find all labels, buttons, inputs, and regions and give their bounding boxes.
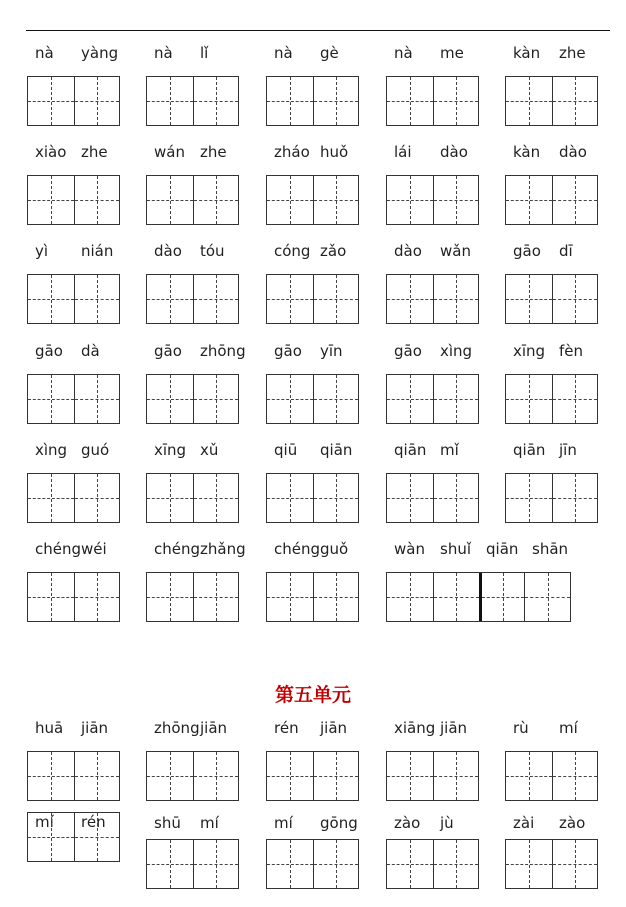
writing-cell[interactable]: [74, 573, 120, 621]
pinyin-label: [386, 718, 478, 738]
pinyin-syllable: dào: [559, 143, 587, 161]
pinyin-syllable: wǎn: [440, 242, 471, 260]
pinyin-syllable: nà: [394, 44, 413, 62]
pinyin-label: [27, 539, 119, 559]
tianzige-grid[interactable]: [386, 374, 479, 424]
writing-cell[interactable]: [267, 275, 313, 323]
pinyin-syllable: kàn: [513, 143, 541, 161]
writing-cell[interactable]: [193, 752, 239, 800]
pinyin-syllable: xīng: [154, 441, 187, 459]
pinyin-syllable: huǒ: [320, 143, 349, 161]
tianzige-grid[interactable]: [27, 374, 120, 424]
tianzige-grid[interactable]: [386, 751, 479, 801]
writing-cell[interactable]: [313, 840, 359, 888]
writing-cell[interactable]: [506, 176, 552, 224]
pinyin-label: [386, 341, 478, 361]
pinyin-syllable: cóng: [274, 242, 311, 260]
tianzige-grid[interactable]: [505, 274, 598, 324]
tianzige-grid[interactable]: [27, 812, 120, 862]
pinyin-syllable: zhe: [200, 143, 227, 161]
pinyin-syllable: rù: [513, 719, 529, 737]
writing-cell[interactable]: [552, 77, 598, 125]
pinyin-syllable: mǐ: [440, 441, 459, 459]
pinyin-label: [27, 341, 119, 361]
pinyin-syllable: xǔ: [200, 441, 219, 459]
tianzige-grid[interactable]: [27, 473, 120, 523]
pinyin-syllable: jiān: [320, 719, 348, 737]
writing-cell[interactable]: [433, 573, 479, 621]
pinyin-label: [266, 718, 358, 738]
pinyin-syllable: lǐ: [200, 44, 209, 62]
tianzige-grid[interactable]: [386, 175, 479, 225]
tianzige-grid[interactable]: [505, 374, 598, 424]
pinyin-syllable: qiān: [320, 441, 353, 459]
pinyin-syllable: dào: [394, 242, 422, 260]
writing-cell[interactable]: [433, 474, 479, 522]
pinyin-syllable: jiān: [200, 719, 228, 737]
tianzige-grid[interactable]: [27, 572, 120, 622]
pinyin-syllable: rén: [274, 719, 299, 737]
pinyin-syllable: zǎo: [320, 242, 347, 260]
pinyin-syllable: jiān: [81, 719, 109, 737]
pinyin-label: [386, 142, 478, 162]
pinyin-label: [386, 241, 478, 261]
writing-cell[interactable]: [28, 375, 74, 423]
pinyin-syllable: shān: [532, 540, 569, 558]
pinyin-syllable: dà: [81, 342, 100, 360]
writing-cell[interactable]: [313, 752, 359, 800]
writing-cell[interactable]: [193, 474, 239, 522]
pinyin-label: [27, 718, 119, 738]
pinyin-syllable: nà: [274, 44, 293, 62]
pinyin-label: [266, 43, 358, 63]
pinyin-label: [505, 718, 597, 738]
pinyin-syllable: yàng: [81, 44, 119, 62]
writing-cell[interactable]: [74, 275, 120, 323]
writing-cell[interactable]: [506, 275, 552, 323]
writing-cell[interactable]: [506, 77, 552, 125]
pinyin-label: [27, 241, 119, 261]
pinyin-syllable: zhōng: [200, 342, 246, 360]
pinyin-label: [266, 341, 358, 361]
pinyin-syllable: tóu: [200, 242, 225, 260]
writing-cell[interactable]: [313, 275, 359, 323]
writing-cell[interactable]: [552, 375, 598, 423]
pinyin-syllable: jù: [440, 814, 454, 832]
writing-cell[interactable]: [74, 375, 120, 423]
pinyin-label: [146, 440, 238, 460]
writing-cell[interactable]: [387, 176, 433, 224]
writing-cell[interactable]: [28, 176, 74, 224]
tianzige-grid[interactable]: [505, 175, 598, 225]
writing-cell[interactable]: [147, 77, 193, 125]
tianzige-grid[interactable]: [27, 751, 120, 801]
writing-cell[interactable]: [479, 573, 525, 621]
pinyin-syllable: shū: [154, 814, 181, 832]
writing-cell[interactable]: [267, 573, 313, 621]
tianzige-grid[interactable]: [266, 374, 359, 424]
writing-cell[interactable]: [74, 176, 120, 224]
pinyin-label: [386, 539, 570, 559]
writing-cell[interactable]: [387, 474, 433, 522]
writing-cell[interactable]: [433, 176, 479, 224]
pinyin-syllable: xìng: [35, 441, 68, 459]
writing-cell[interactable]: [433, 275, 479, 323]
pinyin-syllable: wàn: [394, 540, 425, 558]
pinyin-syllable: yì: [35, 242, 49, 260]
pinyin-syllable: zài: [513, 814, 535, 832]
pinyin-label: [266, 241, 358, 261]
pinyin-label: [266, 440, 358, 460]
pinyin-label: [505, 241, 597, 261]
pinyin-label: [505, 43, 597, 63]
pinyin-syllable: huā: [35, 719, 64, 737]
pinyin-syllable: zhe: [559, 44, 586, 62]
pinyin-label: [386, 43, 478, 63]
writing-cell[interactable]: [28, 752, 74, 800]
tianzige-grid[interactable]: [146, 572, 239, 622]
pinyin-syllable: me: [440, 44, 464, 62]
tianzige-grid[interactable]: [386, 839, 479, 889]
top-rule: [26, 30, 610, 31]
pinyin-label: [505, 341, 597, 361]
pinyin-syllable: qiū: [274, 441, 298, 459]
writing-cell[interactable]: [74, 813, 120, 861]
writing-cell[interactable]: [313, 474, 359, 522]
pinyin-syllable: zháo: [274, 143, 310, 161]
pinyin-syllable: qiān: [394, 441, 427, 459]
pinyin-syllable: chéng: [154, 540, 201, 558]
tianzige-grid[interactable]: [505, 839, 598, 889]
pinyin-syllable: wán: [154, 143, 185, 161]
writing-cell[interactable]: [387, 77, 433, 125]
tianzige-grid[interactable]: [27, 274, 120, 324]
pinyin-syllable: dī: [559, 242, 573, 260]
writing-cell[interactable]: [193, 77, 239, 125]
pinyin-syllable: qiān: [486, 540, 519, 558]
pinyin-syllable: zhǎng: [200, 540, 246, 558]
pinyin-label: [266, 142, 358, 162]
writing-cell[interactable]: [28, 813, 74, 861]
writing-cell[interactable]: [267, 375, 313, 423]
writing-cell[interactable]: [433, 77, 479, 125]
pinyin-syllable: mí: [274, 814, 293, 832]
writing-cell[interactable]: [267, 176, 313, 224]
pinyin-label: [146, 142, 238, 162]
writing-cell[interactable]: [552, 474, 598, 522]
pinyin-syllable: xiāng: [394, 719, 436, 737]
pinyin-label: [146, 539, 246, 559]
pinyin-label: [146, 341, 246, 361]
tianzige-grid[interactable]: [266, 274, 359, 324]
writing-cell[interactable]: [506, 474, 552, 522]
pinyin-syllable: jiān: [440, 719, 468, 737]
writing-cell[interactable]: [552, 752, 598, 800]
writing-cell[interactable]: [506, 840, 552, 888]
pinyin-label: [27, 142, 119, 162]
writing-cell[interactable]: [552, 840, 598, 888]
pinyin-syllable: zhōng: [154, 719, 200, 737]
pinyin-syllable: gāo: [274, 342, 302, 360]
pinyin-syllable: chéng: [274, 540, 321, 558]
pinyin-syllable: qiān: [513, 441, 546, 459]
writing-cell[interactable]: [147, 474, 193, 522]
pinyin-syllable: guó: [81, 441, 110, 459]
pinyin-syllable: wéi: [81, 540, 107, 558]
writing-cell[interactable]: [267, 752, 313, 800]
pinyin-syllable: xīng: [513, 342, 546, 360]
pinyin-syllable: zhe: [81, 143, 108, 161]
tianzige-grid[interactable]: [27, 76, 120, 126]
pinyin-syllable: xìng: [440, 342, 473, 360]
section-title: 第五单元: [274, 684, 351, 706]
writing-cell[interactable]: [313, 77, 359, 125]
pinyin-syllable: gōng: [320, 814, 358, 832]
writing-cell[interactable]: [74, 474, 120, 522]
writing-cell[interactable]: [433, 840, 479, 888]
pinyin-syllable: guǒ: [320, 540, 349, 558]
writing-cell[interactable]: [387, 375, 433, 423]
writing-cell[interactable]: [147, 375, 193, 423]
pinyin-syllable: nà: [154, 44, 173, 62]
writing-cell[interactable]: [147, 752, 193, 800]
pinyin-label: [505, 813, 597, 833]
pinyin-syllable: gāo: [394, 342, 422, 360]
writing-cell[interactable]: [313, 573, 359, 621]
writing-cell[interactable]: [147, 840, 193, 888]
writing-cell[interactable]: [552, 176, 598, 224]
writing-cell[interactable]: [313, 375, 359, 423]
pinyin-label: [146, 718, 238, 738]
writing-cell[interactable]: [193, 375, 239, 423]
tianzige-grid[interactable]: [266, 175, 359, 225]
pinyin-syllable: gāo: [154, 342, 182, 360]
tianzige-grid[interactable]: [266, 76, 359, 126]
pinyin-syllable: mí: [559, 719, 578, 737]
tianzige-grid[interactable]: [505, 473, 598, 523]
writing-cell[interactable]: [267, 77, 313, 125]
tianzige-grid[interactable]: [386, 572, 571, 622]
writing-cell[interactable]: [387, 752, 433, 800]
writing-cell[interactable]: [552, 275, 598, 323]
tianzige-grid[interactable]: [146, 751, 239, 801]
pinyin-syllable: mí: [200, 814, 219, 832]
pinyin-syllable: dào: [154, 242, 182, 260]
tianzige-grid[interactable]: [146, 274, 239, 324]
tianzige-grid[interactable]: [146, 175, 239, 225]
tianzige-grid[interactable]: [386, 473, 479, 523]
pinyin-syllable: gè: [320, 44, 339, 62]
pinyin-label: [505, 142, 597, 162]
tianzige-grid[interactable]: [146, 76, 239, 126]
pinyin-label: [146, 241, 238, 261]
writing-cell[interactable]: [28, 573, 74, 621]
writing-cell[interactable]: [74, 752, 120, 800]
pinyin-syllable: zào: [559, 814, 586, 832]
tianzige-grid[interactable]: [505, 751, 598, 801]
writing-cell[interactable]: [28, 474, 74, 522]
pinyin-syllable: gāo: [513, 242, 541, 260]
writing-cell[interactable]: [506, 375, 552, 423]
tianzige-grid[interactable]: [266, 751, 359, 801]
pinyin-syllable: nián: [81, 242, 114, 260]
writing-cell[interactable]: [433, 752, 479, 800]
pinyin-syllable: mí: [35, 813, 54, 831]
writing-cell[interactable]: [193, 573, 239, 621]
tianzige-grid[interactable]: [266, 839, 359, 889]
writing-cell[interactable]: [433, 375, 479, 423]
writing-cell[interactable]: [147, 176, 193, 224]
writing-cell[interactable]: [193, 176, 239, 224]
pinyin-syllable: lái: [394, 143, 412, 161]
pinyin-label: [386, 813, 478, 833]
tianzige-grid[interactable]: [266, 572, 359, 622]
pinyin-syllable: zào: [394, 814, 421, 832]
pinyin-syllable: jīn: [559, 441, 577, 459]
pinyin-syllable: gāo: [35, 342, 63, 360]
pinyin-label: [386, 440, 478, 460]
writing-cell[interactable]: [267, 840, 313, 888]
pinyin-syllable: fèn: [559, 342, 584, 360]
tianzige-grid[interactable]: [386, 76, 479, 126]
writing-cell[interactable]: [74, 77, 120, 125]
tianzige-grid[interactable]: [266, 473, 359, 523]
tianzige-grid[interactable]: [386, 274, 479, 324]
writing-cell[interactable]: [506, 752, 552, 800]
tianzige-grid[interactable]: [146, 839, 239, 889]
pinyin-label: [505, 440, 597, 460]
pinyin-label: [146, 813, 238, 833]
pinyin-label: [266, 539, 358, 559]
pinyin-syllable: xiào: [35, 143, 67, 161]
writing-cell[interactable]: [387, 573, 433, 621]
writing-cell[interactable]: [193, 275, 239, 323]
tianzige-grid[interactable]: [27, 175, 120, 225]
pinyin-syllable: dào: [440, 143, 468, 161]
writing-cell[interactable]: [313, 176, 359, 224]
pinyin-label: [27, 440, 119, 460]
writing-cell[interactable]: [28, 77, 74, 125]
writing-cell[interactable]: [147, 573, 193, 621]
pinyin-syllable: nà: [35, 44, 54, 62]
writing-cell[interactable]: [387, 840, 433, 888]
pinyin-syllable: chéng: [35, 540, 82, 558]
pinyin-syllable: yīn: [320, 342, 343, 360]
writing-cell[interactable]: [193, 840, 239, 888]
writing-cell[interactable]: [147, 275, 193, 323]
pinyin-label: [266, 813, 358, 833]
writing-cell[interactable]: [387, 275, 433, 323]
tianzige-grid[interactable]: [146, 473, 239, 523]
tianzige-grid[interactable]: [505, 76, 598, 126]
pinyin-label: [146, 43, 238, 63]
pinyin-label: [27, 43, 119, 63]
pinyin-syllable: kàn: [513, 44, 541, 62]
writing-cell[interactable]: [524, 573, 570, 621]
writing-cell[interactable]: [28, 275, 74, 323]
pinyin-syllable: shuǐ: [440, 540, 471, 558]
writing-cell[interactable]: [267, 474, 313, 522]
tianzige-grid[interactable]: [146, 374, 239, 424]
pinyin-syllable: rén: [81, 813, 106, 831]
